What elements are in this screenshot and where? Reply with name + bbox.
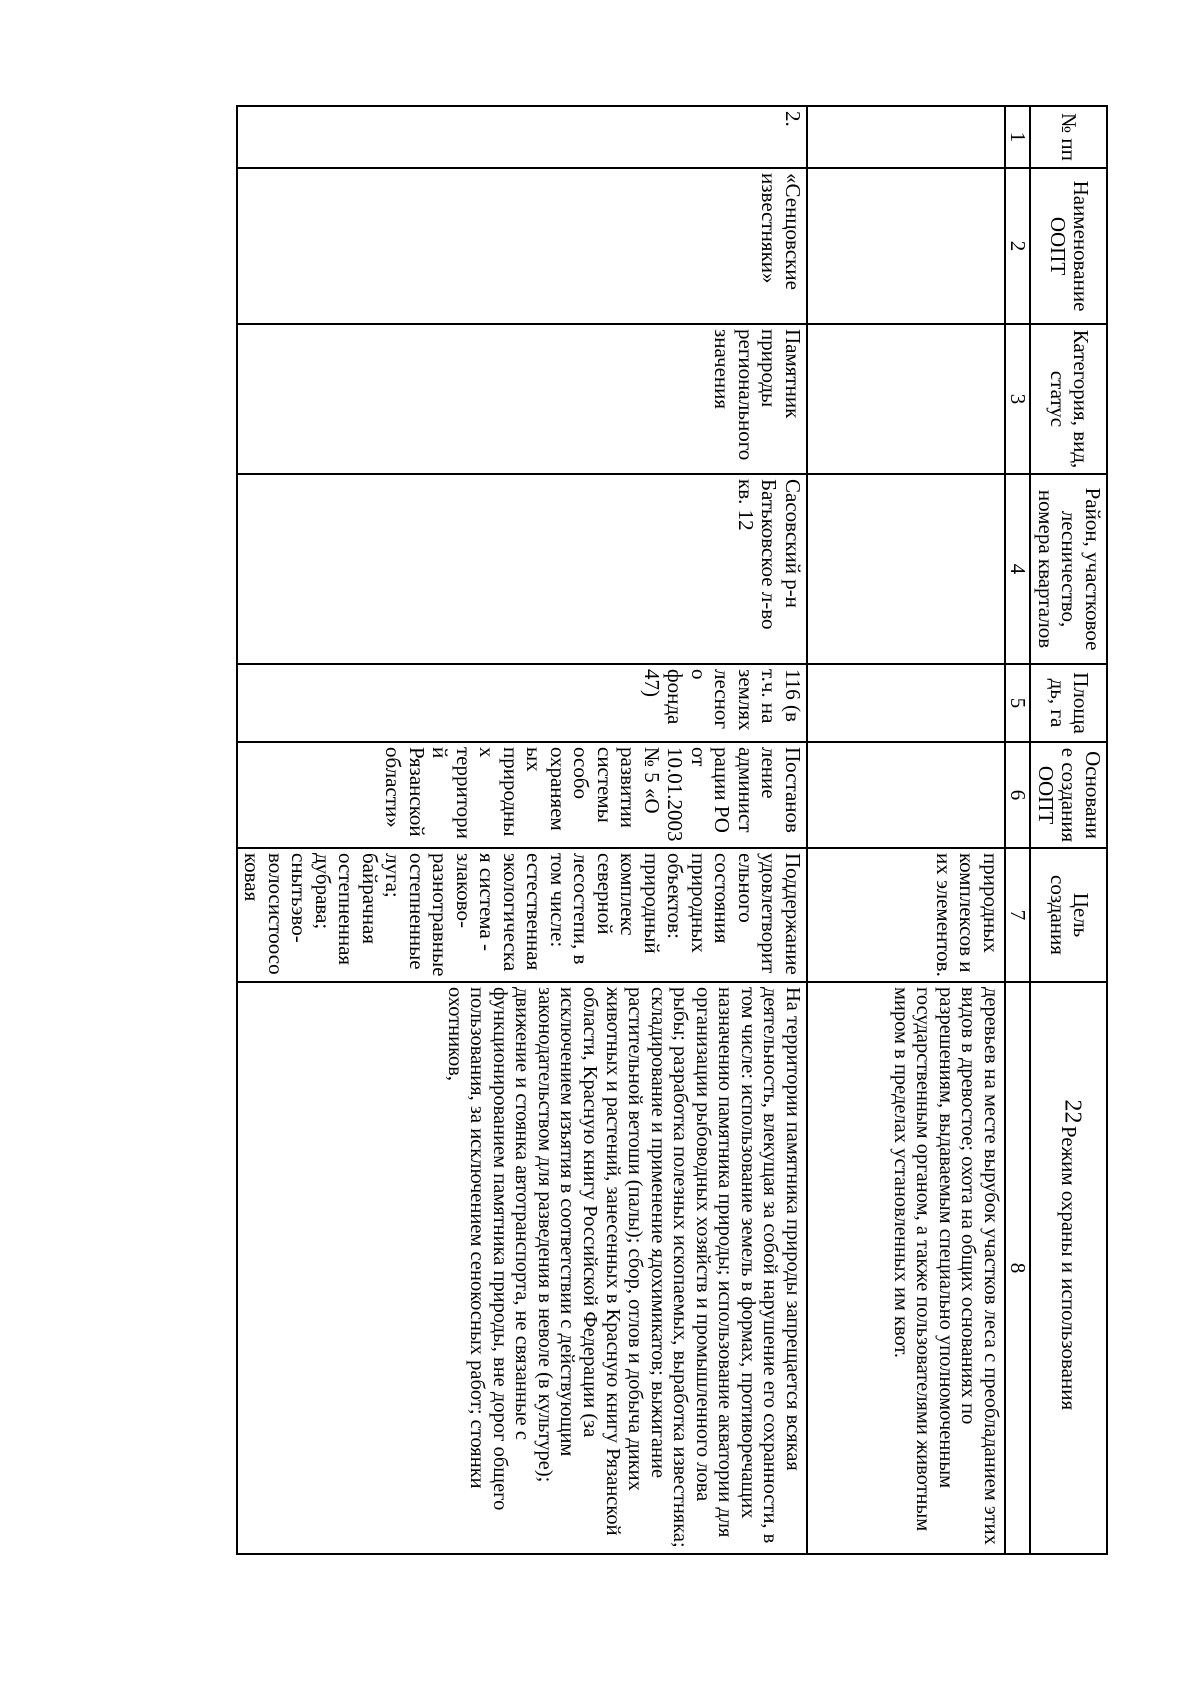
header-regime: Режим охраны и использования	[1030, 982, 1107, 1554]
cell-num: 2.	[237, 106, 807, 168]
cell-regime: деревьев на месте вырубок участков леса с преобладанием этих видов в древостое; охота на общих основаниях по разрешениям, выдаваемым специально уполномоченным государственным органом, а также пользователями животным миром в пределах установленных им квот.	[807, 982, 1005, 1554]
cell-category	[807, 324, 1005, 474]
column-number: 3	[1005, 324, 1031, 474]
cell-basis: Постановление администрации РО от 10.01.2003 № 5 «О развитии системы особо охраняемых природных территорий Рязанской области»	[237, 742, 807, 848]
cell-basis	[807, 742, 1005, 848]
cell-name: «Сенцовские известняки»	[237, 168, 807, 324]
cell-area	[807, 664, 1005, 742]
oopt-table	[236, 105, 1108, 1555]
header-name: Наименование ООПТ	[1030, 168, 1107, 324]
header-location: Район, участковое лесничество, номера кварталов	[1030, 474, 1107, 664]
column-number: 7	[1005, 848, 1031, 982]
cell-name	[807, 168, 1005, 324]
rotated-page	[178, 105, 1108, 1553]
column-number: 5	[1005, 664, 1031, 742]
page-number: 22	[1059, 1099, 1086, 1124]
cell-area: 116 (в т.ч. на землях лесного фонда 47)	[237, 664, 807, 742]
cell-location	[807, 474, 1005, 664]
column-number: 1	[1005, 106, 1031, 168]
header-category: Категория, вид, статус	[1030, 324, 1107, 474]
header-row	[1030, 106, 1107, 1554]
cell-regime: На территории памятника природы запрещается всякая деятельность, влекущая за собой нарушение его сохранности, в том числе: использование земель в формах, противоречащих назначению памятника природы; использование акватории для организации рыбоводных хозяйств и промышленного лова рыбы; разработка полезных ископаемых, выработка известняка; складирование и применение ядохимикатов; выжигание растительной ветоши (палы); сбор, отлов и добыча диких животных и растений, занесенных в Красную книгу Рязанской области, Красную книгу Российской Федерации (за исключением изъятия в соответствии с действующим законодательством для разведения в неволе (в культуре); движение и стоянка автотранспорта, не связанные с функционированием памятника природы, вне дорог общего пользования, за исключением сенокосных работ; стоянки охотников,	[237, 982, 807, 1554]
table-row	[807, 106, 1005, 1554]
cell-location: Сасовский р-н Батьковское л-во кв. 12	[237, 474, 807, 664]
column-number: 4	[1005, 474, 1031, 664]
header-purpose: Цель создания	[1030, 848, 1107, 982]
cell-num	[807, 106, 1005, 168]
column-number: 2	[1005, 168, 1031, 324]
column-number-row	[1005, 106, 1031, 1554]
cell-purpose: природных комплексов и их элементов.	[807, 848, 1005, 982]
header-num: № пп	[1030, 106, 1107, 168]
column-number: 8	[1005, 982, 1031, 1554]
cell-category: Памятник природы регионального значения	[237, 324, 807, 474]
column-number: 6	[1005, 742, 1031, 848]
header-basis: Основание создания ООПТ	[1030, 742, 1107, 848]
table-row	[237, 106, 807, 1554]
header-area: Площадь, га	[1030, 664, 1107, 742]
cell-purpose: Поддержание удовлетворительного состояния природных объектов: природный комплекс северной лесостепи, в том числе: естественная экологическая система - злаково-разнотравные остепненные луга; байрачная остепненная дубрава; снытьэво-волосистоосоковая	[237, 848, 807, 982]
